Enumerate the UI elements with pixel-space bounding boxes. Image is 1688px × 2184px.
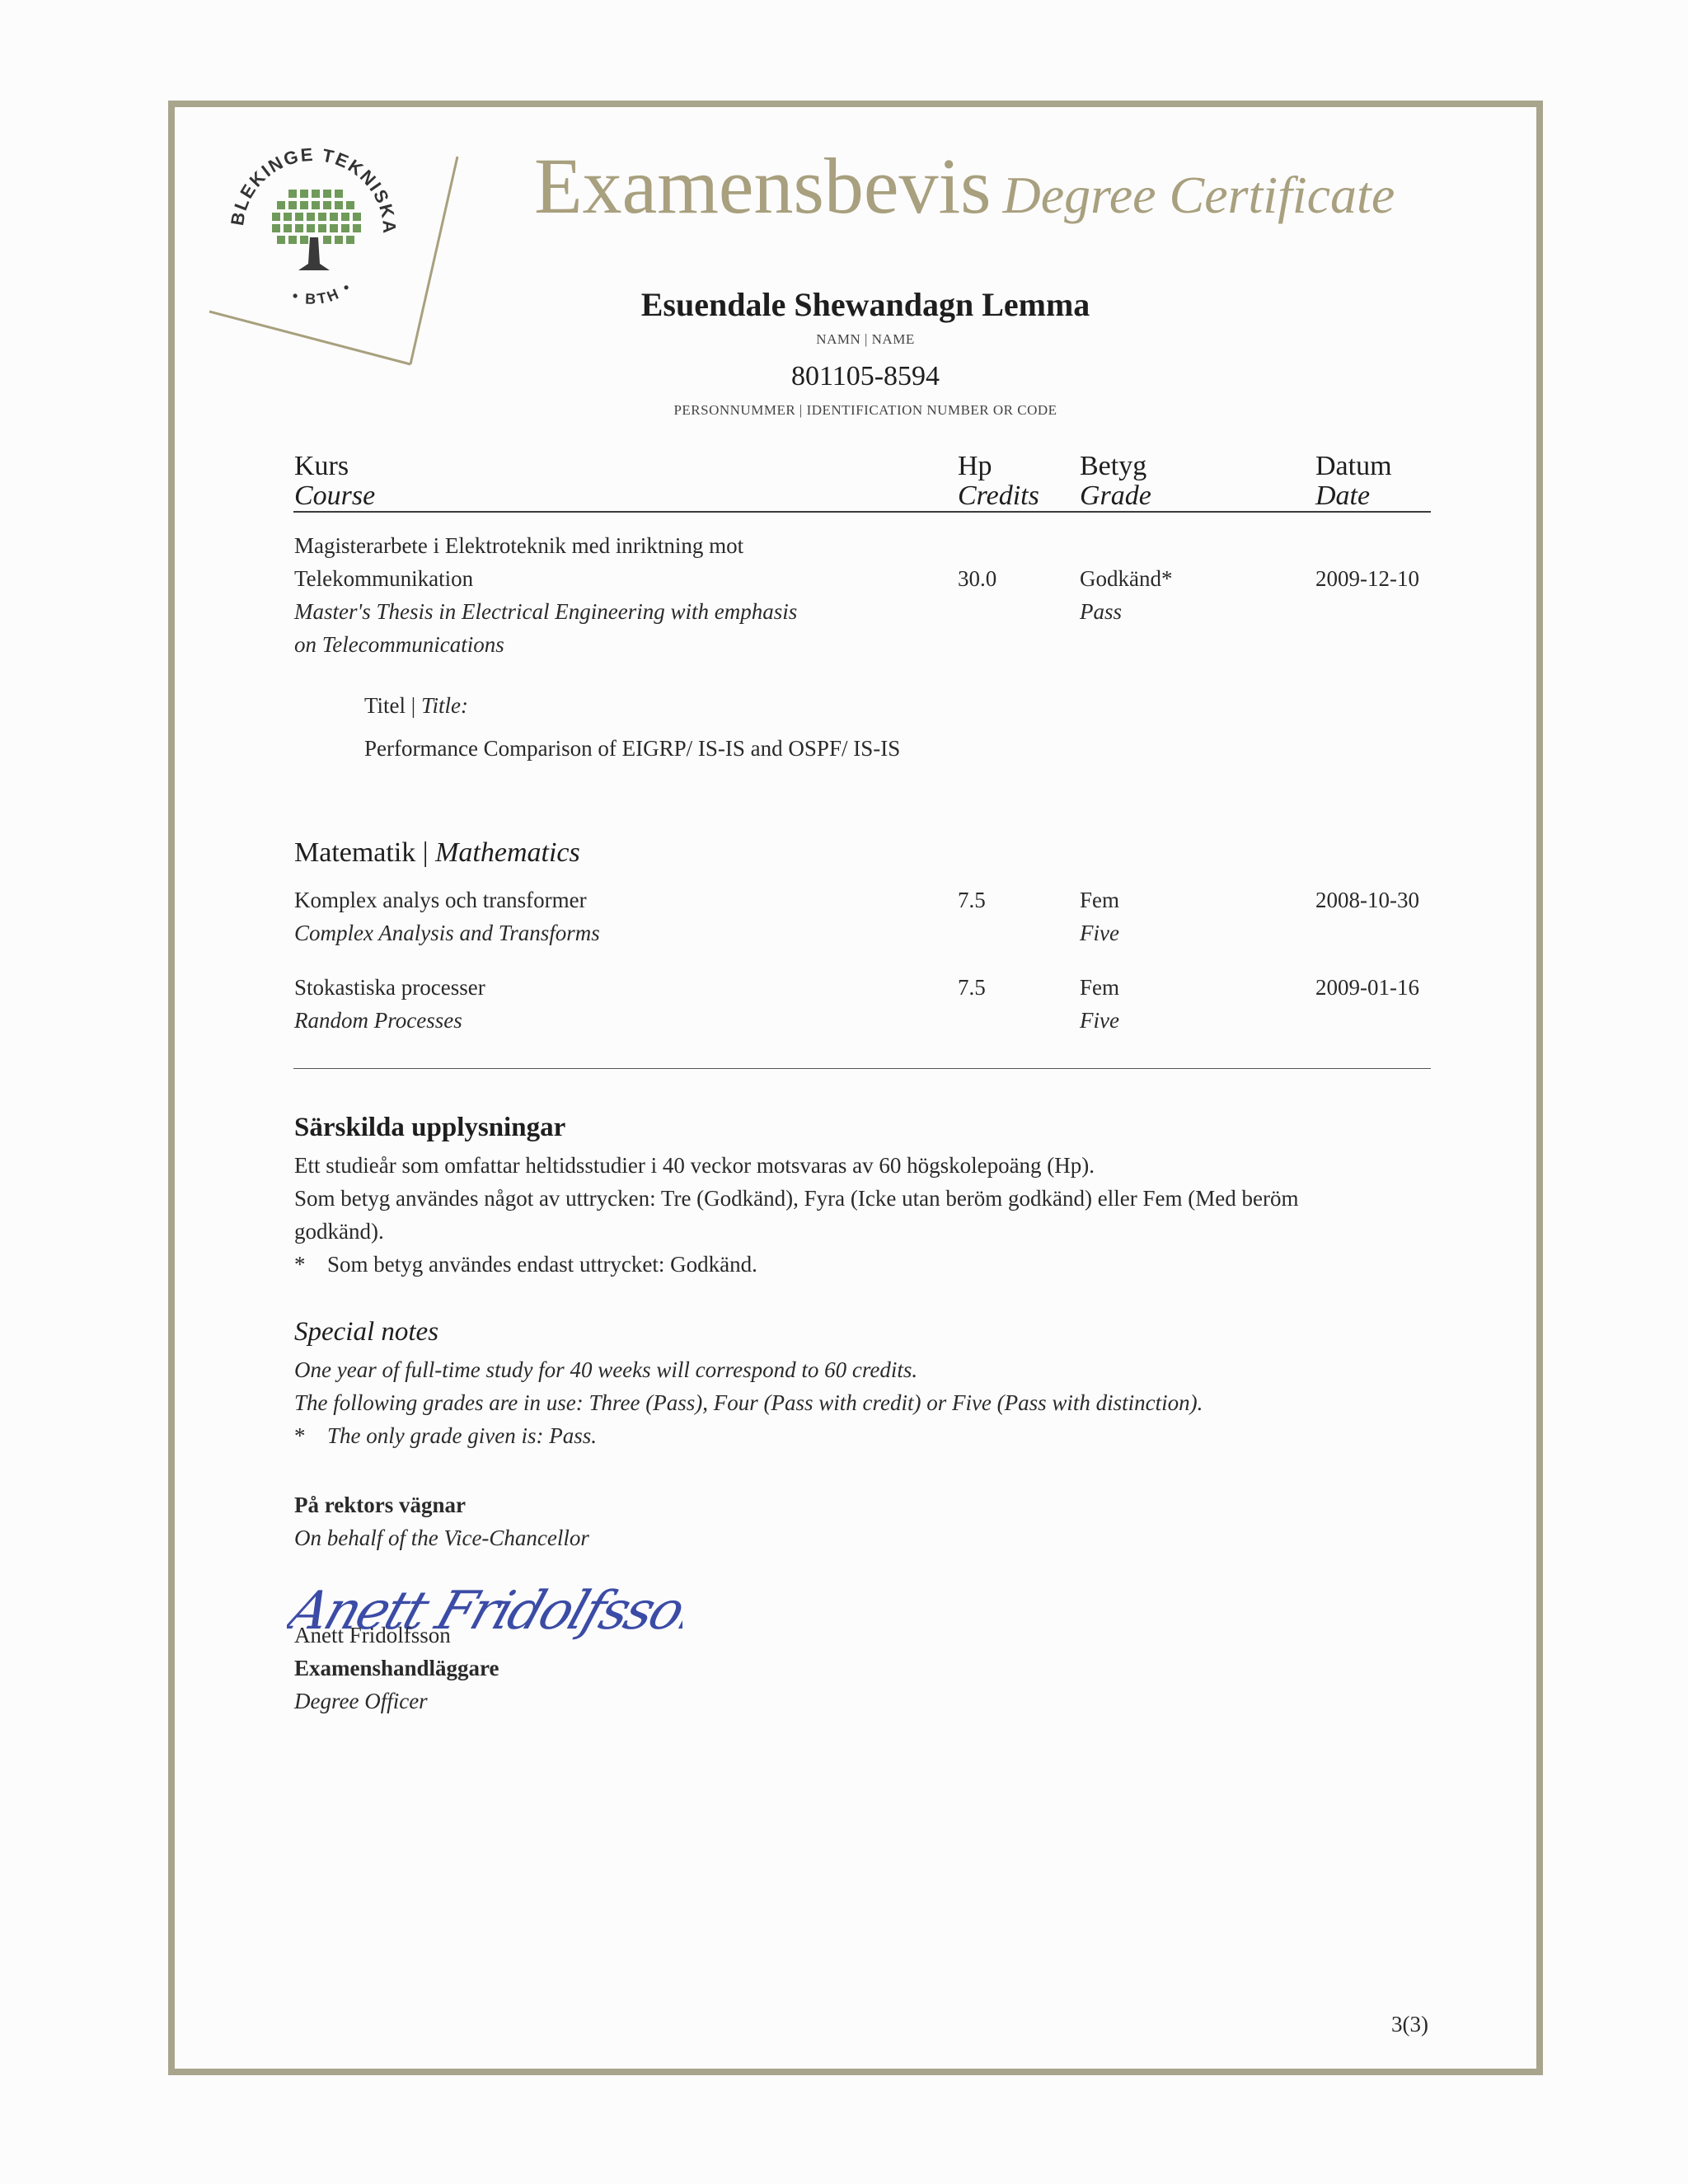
course-row (294, 883, 600, 949)
math-heading-sv: Matematik | (294, 837, 429, 868)
notes-heading-en: Special notes (294, 1317, 439, 1347)
header-credits-en: Credits (958, 480, 1039, 511)
asterisk: * (294, 1252, 306, 1277)
course-row (294, 971, 485, 1037)
notes-en (294, 1353, 1203, 1452)
thesis-grade-sv: Godkänd* (1080, 566, 1173, 591)
certificate-border (168, 101, 1543, 2075)
student-id: 801105-8594 (790, 361, 940, 391)
thesis-course (294, 529, 797, 661)
math-heading-en: Mathematics (435, 837, 580, 868)
title-label-sv: Titel | (364, 693, 416, 718)
course-grade-sv: Fem (1080, 975, 1120, 1000)
course-grade-en: Five (1080, 921, 1119, 945)
course-grade (1080, 971, 1119, 1037)
course-date: 2008-10-30 (1315, 888, 1419, 912)
header-course-sv: Kurs (294, 451, 349, 481)
notes-en-line3 (294, 1419, 1203, 1452)
thesis-line2-en: on Telecommunications (294, 632, 504, 657)
bth-logo (206, 140, 503, 379)
notes-sv-line4-text: Som betyg användes endast uttrycket: Godkänd. (327, 1252, 757, 1277)
signatory-role-sv: Examenshandläggare (294, 1656, 499, 1680)
title-english: Degree Certificate (1002, 166, 1395, 224)
course-credits: 7.5 (958, 888, 986, 912)
notes-sv-line2: Som betyg användes något av uttrycken: Tre (Godkänd), Fyra (Icke utan beröm godkänd) eller Fem (Med beröm (294, 1186, 1299, 1211)
course-name-en: Complex Analysis and Transforms (294, 921, 600, 945)
id-caption: PERSONNUMMER | IDENTIFICATION NUMBER OR CODE (673, 402, 1057, 418)
header-rule (293, 511, 1431, 513)
notes-sv-line1: Ett studieår som omfattar heltidsstudier i 40 veckor motsvaras av 60 högskolepoäng (Hp). (294, 1153, 1095, 1178)
course-name-sv: Stokastiska processer (294, 975, 485, 1000)
course-grade-sv: Fem (1080, 888, 1120, 912)
student-name: Esuendale Shewandagn Lemma (640, 286, 1090, 323)
thesis-date: 2009-12-10 (1315, 566, 1419, 591)
thesis-credits: 30.0 (958, 566, 997, 591)
header-course-en: Course (294, 480, 376, 511)
notes-en-line3-text: The only grade given is: Pass. (327, 1423, 597, 1448)
behalf-en: On behalf of the Vice-Chancellor (294, 1526, 589, 1550)
thesis-grade-en: Pass (1080, 599, 1123, 624)
header-credits-sv: Hp (958, 451, 992, 481)
notes-heading-sv: Särskilda upplysningar (294, 1113, 566, 1142)
thesis-line2-sv: Telekommunikation (294, 566, 474, 591)
header-credits (958, 452, 1039, 511)
name-caption: NAMN | NAME (816, 331, 915, 347)
header-date-sv: Datum (1315, 451, 1392, 481)
notes-sv (294, 1149, 1298, 1281)
title-swedish: Examensbevis (534, 142, 992, 230)
header-grade (1080, 452, 1151, 511)
title-label-en: Title: (420, 693, 468, 718)
header-date (1315, 452, 1392, 511)
math-section-heading (294, 837, 580, 869)
thesis-line1-en: Master's Thesis in Electrical Engineering with emphasis (294, 599, 798, 624)
notes-sv-line4 (294, 1248, 1298, 1281)
course-grade-en: Five (1080, 1008, 1119, 1033)
table-bottom-rule (293, 1068, 1431, 1069)
notes-en-line2: The following grades are in use: Three (Pass), Four (Pass with credit) or Five (Pass with distinction). (294, 1390, 1203, 1415)
course-credits: 7.5 (958, 975, 986, 1000)
header-course (294, 452, 375, 511)
signatory-name: Anett Fridolfsson (294, 1623, 451, 1647)
thesis-title-label (364, 689, 468, 722)
notes-en-line1: One year of full-time study for 40 weeks will correspond to 60 credits. (294, 1357, 918, 1382)
svg-text:• BTH •: • BTH • (289, 278, 356, 308)
asterisk: * (294, 1423, 306, 1448)
header-date-en: Date (1315, 480, 1371, 511)
certificate-title (534, 142, 1395, 230)
course-name-sv: Komplex analys och transformer (294, 888, 587, 912)
thesis-line1-sv: Magisterarbete i Elektroteknik med inriktning mot (294, 533, 744, 558)
header-grade-sv: Betyg (1080, 451, 1147, 481)
tree-seal-icon (206, 140, 503, 379)
notes-sv-line3: godkänd). (294, 1219, 384, 1244)
thesis-grade (1080, 562, 1172, 628)
header-grade-en: Grade (1080, 480, 1151, 511)
course-name-en: Random Processes (294, 1008, 462, 1033)
page-number: 3(3) (1391, 2012, 1428, 2036)
thesis-title: Performance Comparison of EIGRP/ IS-IS and OSPF/ IS-IS (364, 736, 901, 761)
signatory-role-en: Degree Officer (294, 1689, 428, 1713)
signature-script: Anett Fridolfsson (287, 1580, 682, 1642)
behalf-sv: På rektors vägnar (294, 1493, 466, 1517)
svg-text:BLEKINGE TEKNISKA HÖGSKOLA: BLEKINGE TEKNISKA (226, 143, 401, 235)
signatory (294, 1619, 499, 1718)
course-date: 2009-01-16 (1315, 975, 1419, 1000)
course-grade (1080, 883, 1119, 949)
